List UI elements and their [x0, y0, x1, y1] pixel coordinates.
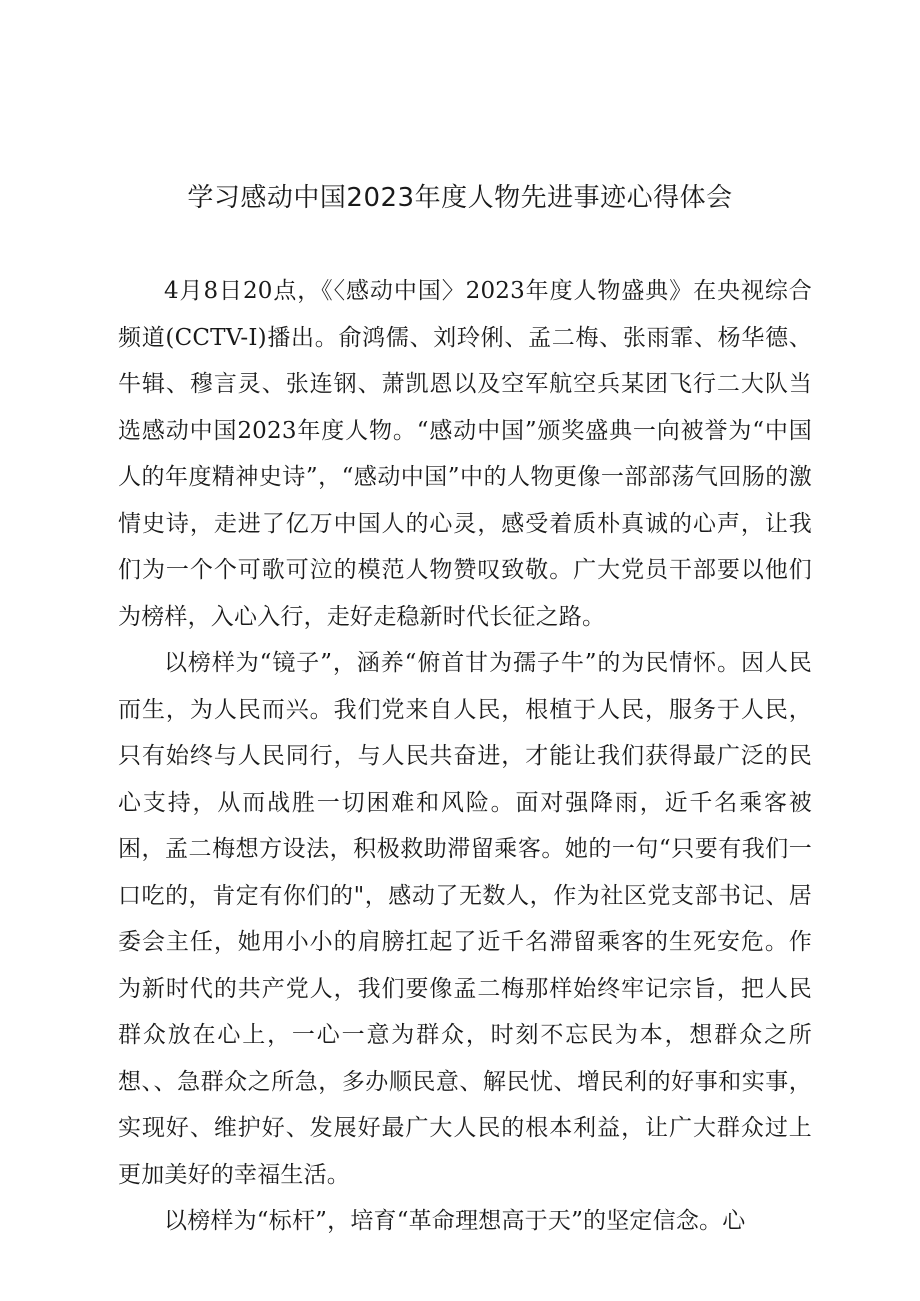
paragraph-intro: 4月8日20点，《〈感动中国〉2023年度人物盛典》在央视综合频道(CCTV-I)播出。俞鸿儒、刘玲俐、孟二梅、张雨霏、杨华德、牛辑、穆言灵、张连钢、萧凯恩以及空军航空兵某团飞行二大队当选感动中国2023年度人物。“感动中国”颁奖盛典一向被誉为“中国人的年度精神史诗”，“感动中国”中的人物更像一部部荡气回肠的激情史诗，走进了亿万中国人的心灵，感受着质朴真诚的心声，让我们为一个个可歌可泣的模范人物赞叹致敬。广大党员干部要以他们为榜样，入心入行，走好走稳新时代长征之路。 — [118, 278, 812, 630]
paragraph-benchmark: 以榜样为“标杆”，培育“革命理想高于天”的坚定信念。心 — [164, 1208, 746, 1234]
document-body — [118, 268, 812, 1245]
document-title: 学习感动中国2023年度人物先进事迹心得体会 — [187, 183, 733, 213]
paragraph-mirror: 以榜样为“镜子”，涵养“俯首甘为孺子牛”的为民情怀。因人民而生，为人民而兴。我们党来自人民，根植于人民，服务于人民，只有始终与人民同行，与人民共奋进，才能让我们获得最广泛的民心支持，从而战胜一切困难和风险。面对强降雨，近千名乘客被困，孟二梅想方设法，积极救助滞留乘客。她的一句“只要有我们一口吃的，肯定有你们的"，感动了无数人，作为社区党支部书记、居委会主任，她用小小的肩膀扛起了近千名滞留乘客的生死安危。作为新时代的共产党人，我们要像孟二梅那样始终牢记宗旨，把人民群众放在心上，一心一意为群众，时刻不忘民为本，想群众之所想、、急群众之所急，多办顺民意、解民忧、增民利的好事和实事，实现好、维护好、发展好最广大人民的根本利益，让广大群众过上更加美好的幸福生活。 — [118, 650, 812, 1188]
